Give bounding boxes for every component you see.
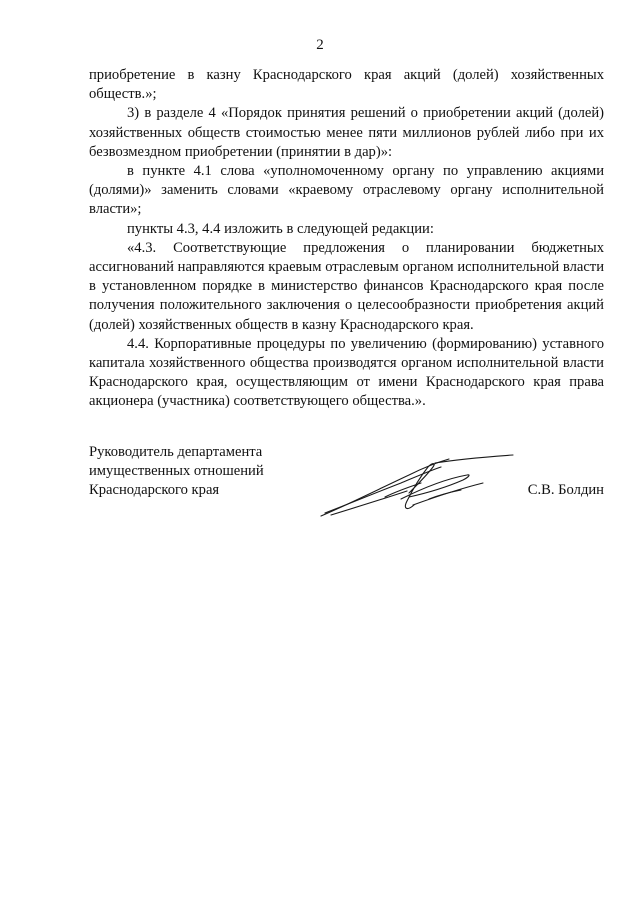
signatory-title-line: имущественных отношений bbox=[89, 463, 264, 480]
paragraph-section-4: 3) в разделе 4 «Порядок принятия решений о приобретении акций (долей) хозяйственных обществ стоимостью менее пяти миллионов рублей либо при их безвозмездном приобретении (принятии в дар)»: bbox=[89, 105, 604, 160]
document-body bbox=[89, 66, 604, 412]
signatory-title bbox=[89, 443, 264, 501]
signatory-title-line: Руководитель департамента bbox=[89, 444, 263, 460]
paragraph-item-4-1: в пункте 4.1 слова «уполномоченному органу по управлению акциями (долями)» заменить словами «краевому отраслевому органу исполнительной власти»; bbox=[89, 163, 604, 218]
paragraph-continuation: приобретение в казну Краснодарского края акций (долей) хозяйственных обществ.»; bbox=[89, 67, 604, 103]
paragraph-items-4-3-4-4: пункты 4.3, 4.4 изложить в следующей редакции: bbox=[127, 220, 434, 237]
signatory-name: С.В. Болдин bbox=[527, 482, 604, 498]
paragraph-item-4-4: 4.4. Корпоративные процедуры по увеличению (формированию) уставного капитала хозяйственного общества производятся органом исполнительной власти Краснодарского края, осуществляющим от имени Краснодарского края права акционера (участника) соответствующего общества.». bbox=[89, 335, 604, 410]
page-number: 2 bbox=[316, 37, 324, 53]
paragraph-item-4-3: «4.3. Соответствующие предложения о планировании бюджетных ассигнований направляются краевым отраслевым органом исполнительной власти в установленном порядке в министерство финансов Краснодарского края после получения положительного заключения о целесообразности приобретения акций (долей) хозяйственных обществ в казну Краснодарского края. bbox=[89, 239, 604, 333]
signatory-title-line: Краснодарского края bbox=[89, 482, 220, 499]
handwritten-signature bbox=[317, 453, 522, 523]
signature-block bbox=[89, 443, 604, 533]
